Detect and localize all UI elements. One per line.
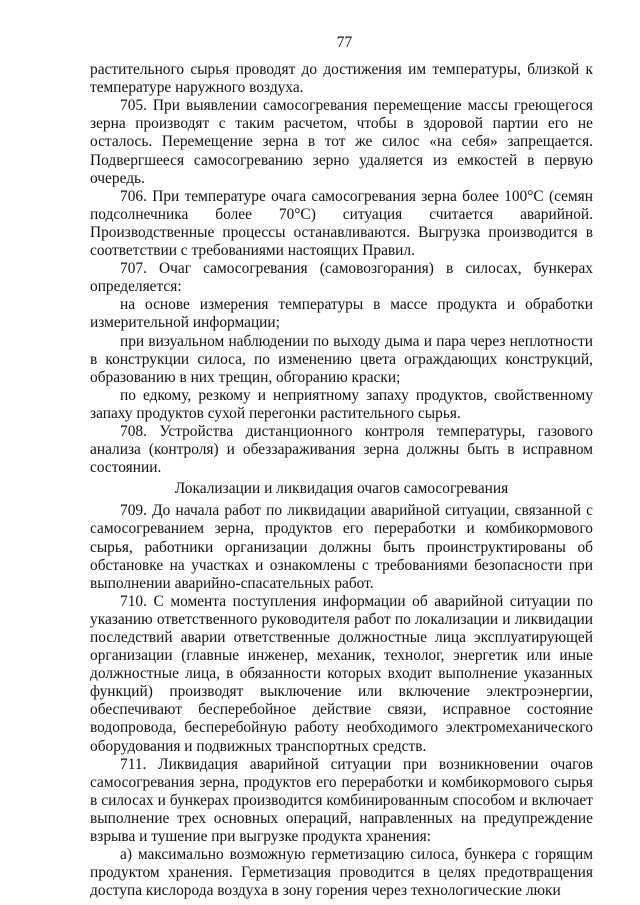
section-heading: Локализации и ликвидация очагов самосогревания: [174, 480, 509, 498]
paragraph-709: 709. До начала работ по ликвидации аварийной ситуации, связанной с самосогреванием зерна, продуктов его переработки и комбикормового сырья, работники организации должны быть проинструктированы об обстановке на участках и ознакомлены с требованиями безопасности при выполнении аварийно-спасательных работ.: [90, 502, 593, 592]
paragraph-continuation: растительного сырья проводят до достижения им температуры, близкой к температуре наружного воздуха.: [90, 61, 593, 97]
paragraph-707-item-a: на основе измерения температуры в массе продукта и обработки измерительной информации;: [90, 296, 593, 332]
paragraph-707: 707. Очаг самосогревания (самовозгорания) в силосах, бункерах определяется:: [90, 260, 593, 296]
paragraph-711: 711. Ликвидация аварийной ситуации при возникновении очагов самосогревания зерна, продуктов его переработки и комбикормового сырья в силосах и бункерах производится комбинированным способом и включает выполнение трех основных операций, направленных на предупреждение взрыва и тушение при выгрузке продукта хранения:: [90, 755, 593, 846]
paragraph-710: 710. С момента поступления информации об аварийной ситуации по указанию ответственного руководителя работ по локализации и ликвидации последствий аварии ответственные должностные лица эксплуатирующей организации (главные инженер, механик, технолог, энергетик или иные должностные лица, в обязанности которых входит выполнение указанных функций) производят выключение или включение электроэнергии, обеспечивают бесперебойное действие связи, исправное состояние водопровода, бесперебойную работу необходимого электромеханического оборудования и подвижных транспортных средств.: [90, 592, 593, 755]
paragraph-705: 705. При выявлении самосогревания перемещение массы греющегося зерна производят с таким расчетом, чтобы в здоровой партии его не осталось. Перемещение зерна в тот же силос «на себя» запрещается. Подвергшееся самосогреванию зерно удаляется из емкостей в первую очередь.: [90, 97, 593, 187]
paragraph-706: 706. При температуре очага самосогревания зерна более 100°C (семян подсолнечника более 70°C) ситуация считается аварийной. Производственные процессы останавливаются. Выгрузка производится в соответствии с требованиями настоящих Правил.: [90, 187, 593, 260]
paragraph-711-item-a: а) максимально возможную герметизацию силоса, бункера с горящим продуктом хранения. Герметизация проводится в целях предотвращения доступа кислорода воздуха в зону горения через технологические люки: [90, 846, 593, 900]
paragraph-707-item-b: при визуальном наблюдении по выходу дыма и пара через неплотности в конструкции силоса, по изменению цвета ограждающих конструкций, образованию в них трещин, обгоранию краски;: [90, 332, 593, 386]
page-number: 77: [336, 34, 353, 51]
paragraph-708: 708. Устройства дистанционного контроля температуры, газового анализа (контроля) и обеззараживания зерна должны быть в исправном состоянии.: [90, 422, 593, 477]
paragraph-707-item-c: по едкому, резкому и неприятному запаху продуктов, свойственному запаху продуктов сухой перегонки растительного сырья.: [90, 386, 593, 422]
